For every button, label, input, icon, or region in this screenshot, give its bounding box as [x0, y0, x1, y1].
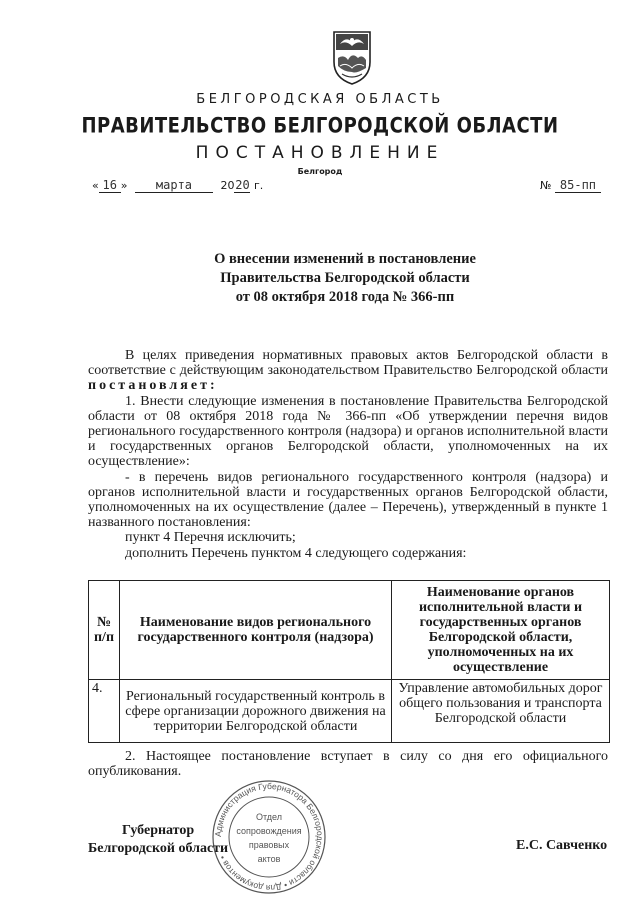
header-cell-kind: Наименование видов регионального государственного контроля (надзора)	[120, 581, 392, 680]
date-close-quote: »	[120, 179, 128, 192]
stamp-line-4: актов	[257, 854, 281, 864]
signatory-title-line-1: Губернатор	[121, 823, 195, 838]
paragraph-preamble	[88, 348, 608, 394]
paragraph-add: дополнить Перечень пунктом 4 следующего содержания:	[125, 545, 467, 561]
stamp-line-2: сопровождения	[236, 826, 302, 836]
document-number	[540, 178, 601, 193]
signatory-title	[88, 822, 228, 858]
paragraph-exclude: пункт 4 Перечня исключить;	[125, 530, 296, 546]
preamble-text: В целях приведения нормативных правовых актов Белгородской области в соответствие с действующим законодательством Правительство Белгородской области	[88, 348, 608, 379]
paragraph-1: 1. Внести следующие изменения в постановление Правительства Белгородской области от 08 октября 2018 года № 366-пп «Об утверждении перечня видов регионального государственного контроля (надзора) и органов исполнительной власти и государственных органов Белгородской области, уполномоченных на их осуществление»:	[88, 393, 608, 470]
row-cell-number: 4.	[89, 680, 120, 743]
date-day: 16	[99, 178, 121, 193]
title-line-1: О внесении изменений в постановление	[214, 251, 476, 267]
document-date	[92, 178, 263, 193]
closing-paragraph	[88, 749, 608, 779]
row-cell-kind: Региональный государственный контроль в сфере организации дорожного движения на территории Белгородской области	[120, 680, 392, 743]
stamp-ring-text: Администрация Губернатора Белгородской области • Для документов •	[212, 780, 326, 894]
date-year-suffix: 20	[235, 178, 250, 192]
date-open-quote: «	[92, 179, 99, 192]
header-cell-organ: Наименование органов исполнительной власти и государственных органов Белгородской области, уполномоченных на их осуществление	[392, 581, 610, 680]
control-table	[88, 580, 610, 743]
number-value: 85-пп	[555, 178, 601, 193]
document-title	[0, 250, 640, 307]
table-row	[89, 680, 610, 743]
table-header-row	[89, 581, 610, 680]
header-cell-number: № п/п	[89, 581, 120, 680]
date-year-prefix: 20	[220, 179, 235, 192]
paragraph-list-item: - в перечень видов регионального государственного контроля (надзора) и органов исполнительной власти и государственных органов Белгородской области, уполномоченных на их осуществление (далее – Перечень), утвержденный в пункте 1 названного постановления:	[88, 469, 608, 531]
row-cell-organ: Управление автомобильных дорог общего пользования и транспорта Белгородской области	[392, 680, 610, 743]
paragraph-2: 2. Настоящее постановление вступает в силу со дня его официального опубликования.	[88, 749, 608, 780]
signatory-title-line-2: Белгородской области	[88, 841, 229, 856]
stamp-line-3: правовых	[248, 840, 290, 850]
document-body	[88, 348, 608, 561]
document-type: ПОСТАНОВЛЕНИЕ	[195, 143, 445, 163]
title-line-3: от 08 октября 2018 года № 366-пп	[235, 289, 455, 305]
date-year-label: г.	[253, 179, 264, 192]
region-name: БЕЛГОРОДСКАЯ ОБЛАСТЬ	[196, 92, 444, 107]
number-label: №	[540, 179, 552, 192]
belgorod-coat-of-arms-icon	[330, 28, 374, 86]
title-line-2: Правительства Белгородской области	[220, 270, 470, 286]
government-name: ПРАВИТЕЛЬСТВО БЕЛГОРОДСКОЙ ОБЛАСТИ	[81, 112, 559, 138]
preamble-emphasis: постановляет:	[88, 378, 218, 394]
city-name: Белгород	[297, 167, 343, 176]
date-month: марта	[135, 178, 213, 193]
signatory-name: Е.С. Савченко	[516, 838, 608, 853]
stamp-line-1: Отдел	[255, 812, 283, 822]
